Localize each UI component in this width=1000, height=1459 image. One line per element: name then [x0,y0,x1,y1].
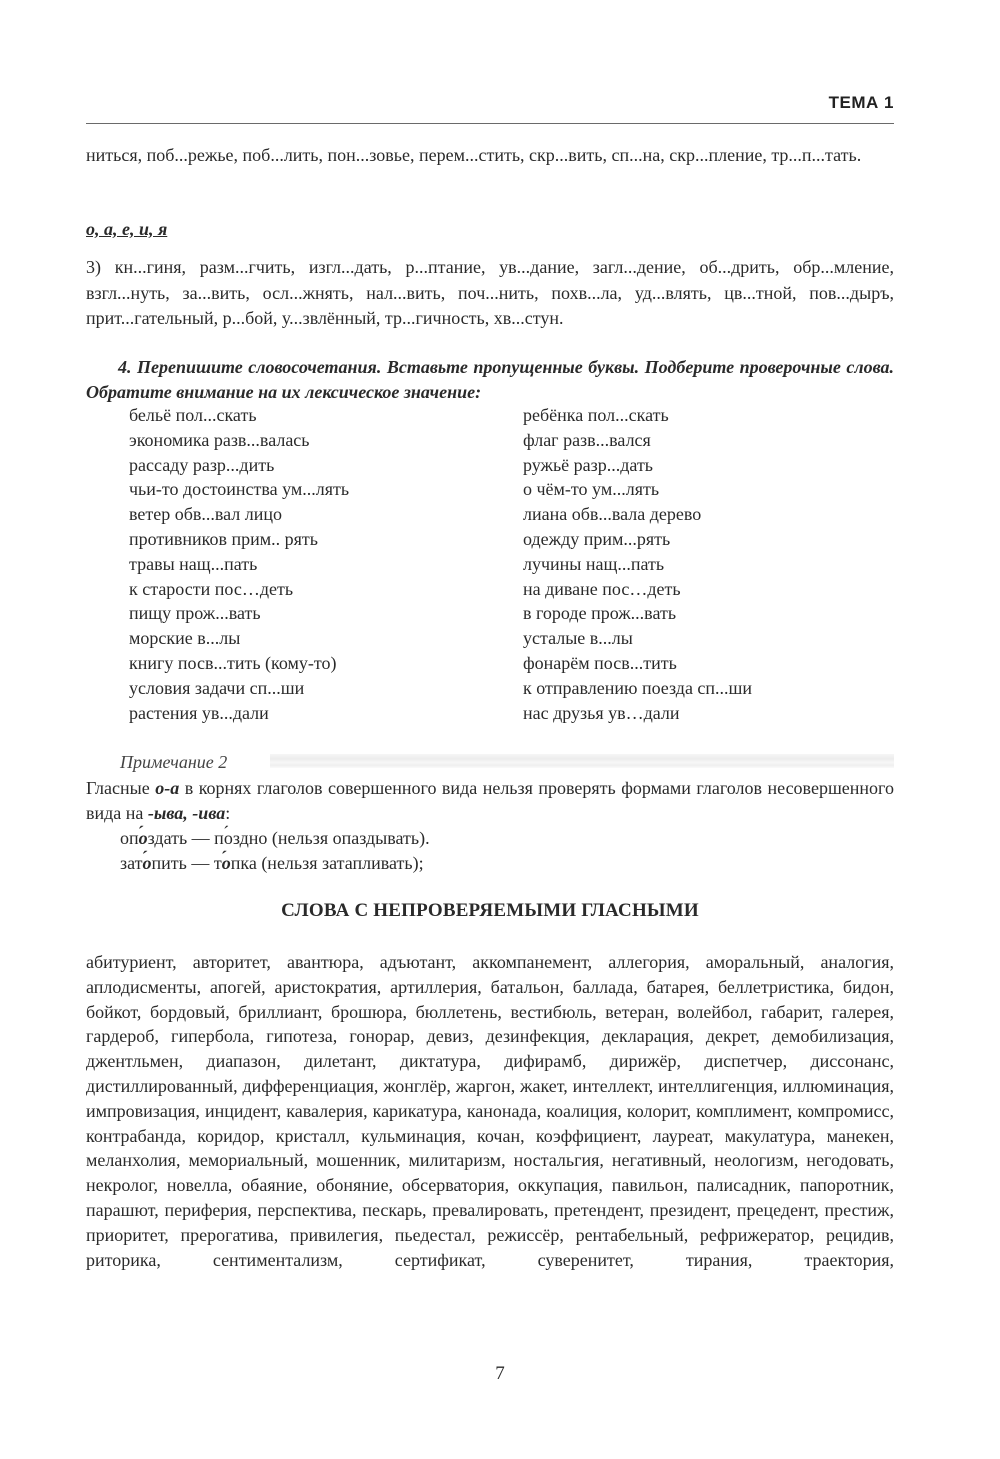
note-text-end: : [225,803,231,823]
phrase-pair-row [129,701,829,726]
phrase-left: чьи-то достоинства ум...лять [129,479,350,500]
phrase-pair-row [129,477,829,502]
phrase-left: к старости пос…деть [129,578,294,599]
note-text-start: Гласные [86,778,156,798]
phrase-right: усталые в...лы [523,628,633,649]
page-number: 7 [495,1363,505,1384]
stressed-vowel: о ́ [224,826,233,851]
example-fragment: здно (нельзя опаздывать). [232,828,430,848]
example-fragment: пить — т [151,853,222,873]
phrase-left: рассаду разр...дить [129,454,275,475]
phrase-pair-row [129,601,829,626]
unverifiable-words-list: абитуриент, авторитет, авантюра, адъютант, аккомпанемент, аллегория, аморальный, аналогия, аплодисменты, апогей, аристократия, артиллерия, батальон, баллада, батарея, беллетристика, бидон, бойкот, бордовый, бриллиант, брошюра, бюллетень, вестибюль, ветеран, волейбол, габарит, галерея, гардероб, гипербола, гипотеза, гонорар, девиз, дезинфекция, декларация, декрет, демобилизация, джентльмен, диапазон, дилетант, диктатура, дифирамб, дирижёр, диспетчер, диссонанс, дистиллированный, дифференциация, жонглёр, жаргон, жакет, интеллект, интеллигенция, иллюминация, импровизация, инцидент, кавалерия, карикатура, канонада, коалиция, колорит, комплимент, компромисс, контрабанда, коридор, кристалл, кульминация, кочан, коэффициент, лауреат, макулатура, манекен, меланхолия, мемориальный, мошенник, милитаризм, ностальгия, негативный, неологизм, негодовать, некролог, новелла, обаяние, обоняние, обсерватория, оккупация, павильон, палисадник, папоротник, парашют, периферия, перспектива, пескарь, превалировать, претендент, президент, прецедент, престиж, приоритет, прерогатива, привилегия, пьедестал, режиссёр, рентабельный, рефрижератор, рецидив, риторика, сентиментализм, сертификат, суверенитет, тирания, траектория, [86,952,894,1270]
note-examples [120,826,430,876]
phrase-right: фонарём посв...тить [523,652,677,673]
section-title: СЛОВА С НЕПРОВЕРЯЕМЫМИ ГЛАСНЫМИ [281,900,699,921]
example-fragment: здать — п [147,828,224,848]
stressed-vowel: о ́ [143,851,152,876]
phrase-left: ветер обв...вал лицо [129,504,283,525]
phrase-pair-row [129,676,829,701]
phrase-left: травы нащ...пать [129,553,258,574]
phrase-pair-row [129,403,829,428]
example-fragment: зат [120,853,143,873]
phrase-right: о чём-то ум...лять [523,479,660,500]
phrase-right: лиана обв...вала дерево [523,504,702,525]
note-title: Примечание 2 [120,752,228,772]
phrase-pair-row [129,651,829,676]
phrase-pair-row [129,527,829,552]
scan-artifact-band [270,754,894,768]
running-header: ТЕМА 1 [828,93,894,112]
header-rule [86,123,894,124]
phrase-left: экономика разв...валась [129,429,310,450]
phrase-left: растения ув...дали [129,702,269,723]
note-bold-suffixes: -ыва, -ива [147,803,226,823]
phrase-pair-row [129,502,829,527]
note-text [86,776,894,826]
example-fragment: пка (нельзя затапливать); [230,853,424,873]
phrase-right: на диване пос…деть [523,578,681,599]
phrase-right: одежду прим...рять [523,528,671,549]
item-3-text: 3) кн...гиня, разм...гчить, изгл...дать, р...птание, ув...дание, загл...дение, об...дрить, обр...мление, взгл...нуть, за...вить, осл...жнять, нал...вить, поч...нить, похв...ла, уд...влять, цв...тной, пов...дыръ, прит...гательный, р...бой, у...звлённый, тр...гичность, хв...стун. [86,257,894,328]
phrase-pair-row [129,453,829,478]
phrase-left: бельё пол...скать [129,405,257,425]
phrase-right: в городе прож...вать [523,603,677,624]
vowel-subheading: о, а, е, и, я [86,219,168,239]
phrase-pairs-list [129,403,829,725]
phrase-right: флаг разв...вался [523,429,651,450]
example-fragment: оп [120,828,139,848]
phrase-left: морские в...лы [129,628,241,649]
phrase-pair-row [129,577,829,602]
phrase-right: ружьё разр...дать [523,454,654,475]
note-bold-vowels: о-а [155,778,180,798]
phrase-right: к отправлению поезда сп...ши [523,677,753,698]
phrase-pair-row [129,626,829,651]
phrase-left: книгу посв...тить (кому-то) [129,652,337,673]
stressed-vowel: о ́ [222,851,231,876]
phrase-right: нас друзья ув…дали [523,702,680,723]
phrase-right: лучины нащ...пать [523,553,665,574]
continuation-paragraph [86,143,894,169]
phrase-left: пищу прож...вать [129,603,261,624]
stressed-vowel: о ́ [139,826,148,851]
phrase-right: ребёнка пол...скать [523,405,669,425]
phrase-left: условия задачи сп...ши [129,677,305,698]
phrase-pair-row [129,428,829,453]
phrase-pair-row [129,552,829,577]
task-4-instruction: 4. Перепишите словосочетания. Вставьте пропущенные буквы. Подберите проверочные слова. Обратите внимание на их лексическое значение: [86,357,894,402]
note-text-mid: в корнях глаголов совершенного вида нельзя проверять формами глаголов несовершенного вида на [86,778,894,823]
exercise-item-3 [86,255,894,332]
example-line-1 [120,826,430,851]
phrase-left: противников прим.. рять [129,528,318,549]
example-line-2 [120,851,430,876]
continuation-text: ниться, поб...режье, поб...лить, пон...зовье, перем...стить, скр...вить, сп...на, скр...пление, тр...п...тать. [86,145,862,165]
